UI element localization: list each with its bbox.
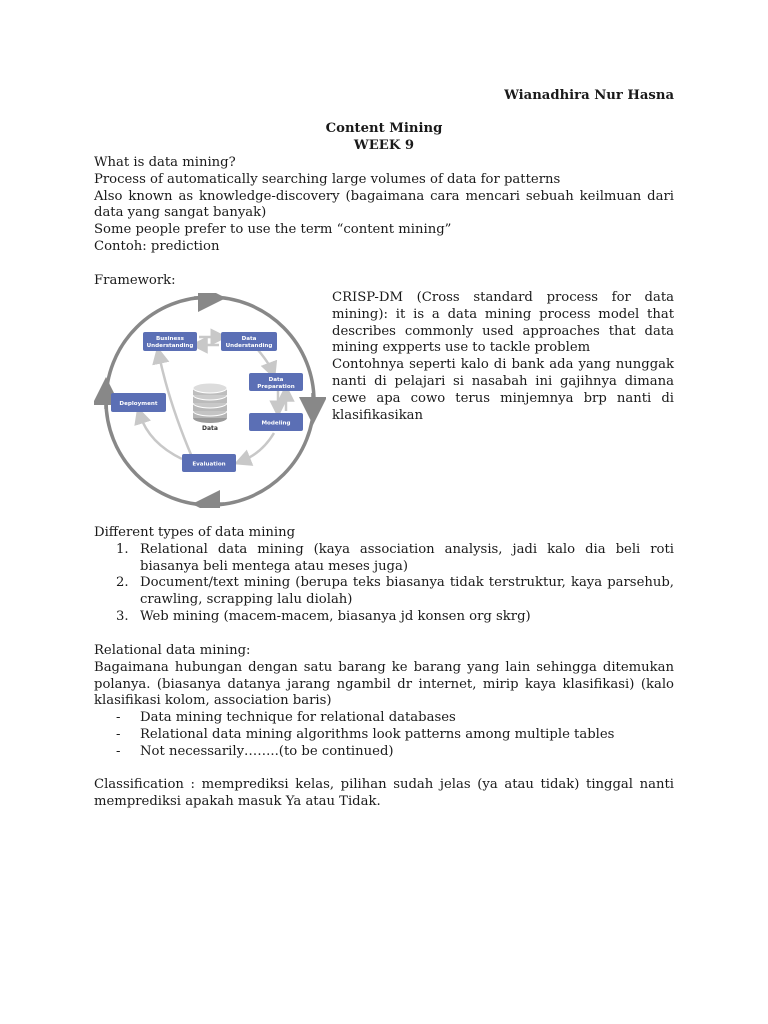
crisp-dm-diagram (94, 293, 326, 508)
list-item-text: Document/text mining (berupa teks biasanya tidak terstruktur, kaya parsehub, crawling, scrapping lalu diolah) (140, 575, 674, 608)
business-understanding-label-1: Business (156, 336, 184, 342)
document-title: Content Mining (325, 121, 443, 136)
list-marker: 3. (116, 608, 129, 624)
database-label: Data (202, 425, 218, 432)
arrow-understanding-to-preparation (258, 350, 272, 371)
modeling-box (249, 413, 303, 431)
intro-section (94, 155, 674, 256)
list-marker: 1. (116, 541, 129, 557)
crisp-paragraph-2: Contohnya seperti kalo di bank ada yang nunggak nanti di pelajari si nasabah ini gajihnya dimana cewe apa cowo terus minjemnya brp nanti di klasifikasikan (332, 357, 674, 423)
intro-line: What is data mining? (94, 155, 236, 170)
intro-line: Contoh: prediction (94, 238, 220, 254)
types-heading: Different types of data mining (94, 525, 296, 540)
intro-line: Also known as knowledge-discovery (bagaimana cara mencari sebuah keilmuan dari data yang sangat banyak) (94, 188, 674, 221)
database-icon (193, 383, 227, 423)
list-item (94, 609, 674, 626)
list-marker: 2. (116, 575, 129, 591)
framework-label: Framework: (94, 273, 176, 288)
list-item-text: Not necessarily……..(to be continued) (140, 743, 394, 759)
business-understanding-label-2: Understanding (146, 343, 194, 349)
data-preparation-label-1: Data (268, 377, 284, 383)
list-item-text: Relational data mining (kaya association analysis, jadi kalo dia beli roti biasanya beli mentega atau meses juga) (140, 541, 674, 574)
intro-line: Process of automatically searching large volumes of data for patterns (94, 171, 561, 187)
crisp-dm-description (332, 290, 674, 424)
week-label: WEEK 9 (353, 137, 415, 153)
deployment-box (111, 393, 166, 412)
data-preparation-box (249, 373, 303, 391)
types-list (94, 542, 674, 626)
relational-paragraph: Bagaimana hubungan dengan satu barang ke barang yang lain sehingga ditemukan polanya. (biasanya datanya jarang ngambil dr internet, mirip kaya klasifikasi) (kalo klasifikasi kolom, association baris) (94, 659, 674, 709)
types-section (94, 525, 674, 626)
relational-section (94, 643, 674, 761)
intro-line: Some people prefer to use the term “content mining” (94, 222, 452, 238)
deployment-label: Deployment (119, 401, 158, 407)
modeling-label: Modeling (261, 420, 291, 427)
document-title-block (94, 121, 674, 155)
crisp-paragraph-1: CRISP-DM (Cross standard process for data mining): it is a data mining process model that describes commonly used approaches that data mining expperts use to tackle problem (332, 290, 674, 356)
data-understanding-label-2: Understanding (225, 343, 273, 349)
list-marker: - (116, 710, 121, 726)
list-item (94, 710, 674, 727)
classification-paragraph: Classification : memprediksi kelas, pilihan sudah jelas (ya atau tidak) tinggal nanti memprediksi apakah masuk Ya atau Tidak. (94, 777, 674, 809)
list-item-text: Web mining (macem-macem, biasanya jd konsen org skrg) (140, 608, 531, 624)
arrow-evaluation-to-deployment (140, 415, 182, 459)
relational-list (94, 710, 674, 760)
arrow-modeling-to-evaluation (242, 433, 274, 461)
relational-heading: Relational data mining: (94, 643, 251, 658)
list-marker: - (116, 743, 121, 759)
list-marker: - (116, 726, 121, 742)
list-item (94, 744, 674, 761)
list-item (94, 727, 674, 744)
author-name: Wianadhira Nur Hasna (504, 88, 674, 103)
data-understanding-label-1: Data (241, 336, 257, 342)
list-item (94, 542, 674, 576)
business-understanding-box (143, 332, 197, 351)
list-item-text: Relational data mining algorithms look patterns among multiple tables (140, 726, 615, 742)
data-preparation-label-2: Preparation (257, 384, 295, 390)
data-understanding-box (221, 332, 277, 351)
list-item (94, 575, 674, 609)
evaluation-box (182, 454, 236, 472)
list-item-text: Data mining technique for relational databases (140, 710, 456, 726)
evaluation-label: Evaluation (192, 461, 226, 468)
